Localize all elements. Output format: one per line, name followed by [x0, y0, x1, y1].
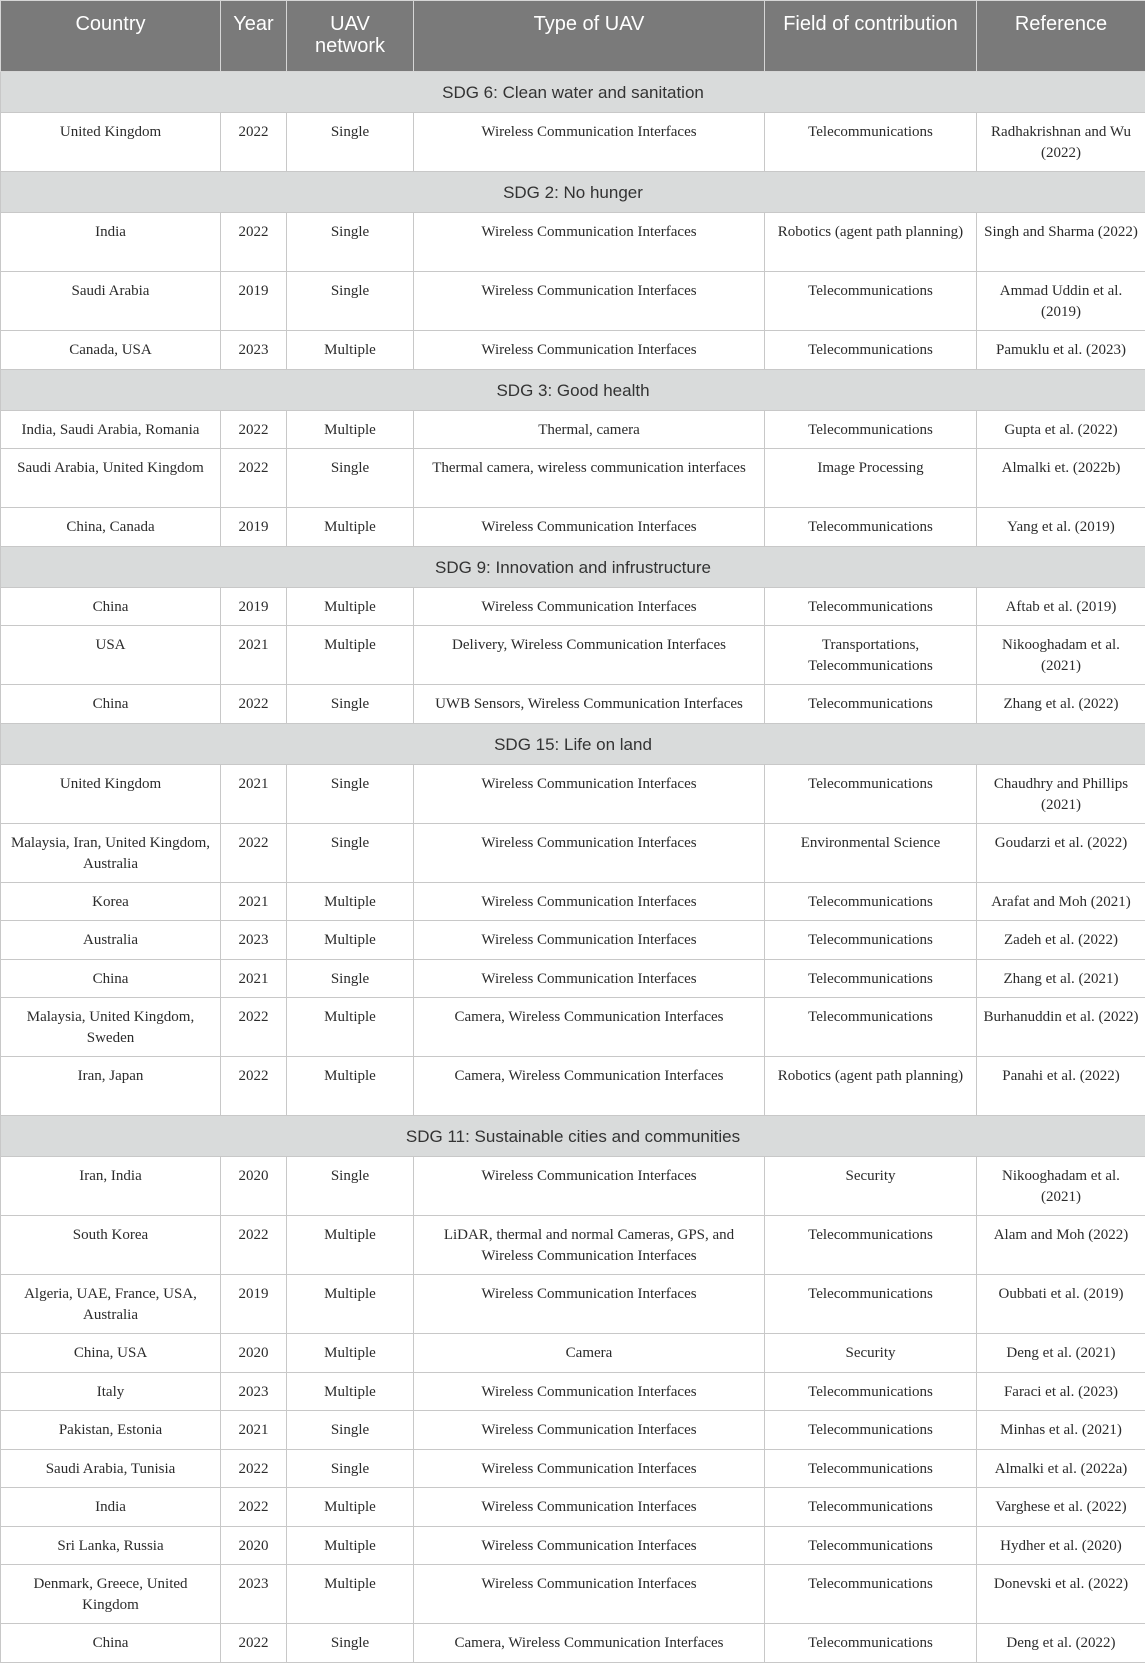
cell-type: Wireless Communication Interfaces [414, 587, 765, 626]
header-type-of-uav: Type of UAV [414, 1, 765, 72]
cell-reference: Almalki et al. (2022a) [977, 1449, 1145, 1488]
header-year: Year [221, 1, 287, 72]
cell-year: 2022 [221, 213, 287, 272]
table-row [1, 1488, 1145, 1527]
cell-network: Multiple [287, 998, 414, 1057]
cell-year: 2022 [221, 113, 287, 172]
cell-field: Telecommunications [765, 1624, 977, 1663]
cell-country: Denmark, Greece, United Kingdom [1, 1565, 221, 1624]
cell-type: Thermal camera, wireless communication interfaces [414, 449, 765, 508]
table-row [1, 1057, 1145, 1116]
cell-reference: Oubbati et al. (2019) [977, 1275, 1145, 1334]
cell-network: Multiple [287, 1526, 414, 1565]
cell-field: Security [765, 1334, 977, 1373]
cell-country: Saudi Arabia [1, 272, 221, 331]
cell-year: 2022 [221, 1057, 287, 1116]
cell-network: Multiple [287, 921, 414, 960]
cell-country: Malaysia, United Kingdom, Sweden [1, 998, 221, 1057]
cell-network: Single [287, 272, 414, 331]
cell-field: Environmental Science [765, 823, 977, 882]
table-row [1, 331, 1145, 370]
cell-reference: Zhang et al. (2022) [977, 685, 1145, 724]
cell-year: 2022 [221, 685, 287, 724]
cell-type: Wireless Communication Interfaces [414, 1372, 765, 1411]
table-row [1, 882, 1145, 921]
table-row [1, 449, 1145, 508]
cell-network: Multiple [287, 1275, 414, 1334]
cell-reference: Nikooghadam et al. (2021) [977, 1157, 1145, 1216]
table-row [1, 1624, 1145, 1663]
cell-year: 2020 [221, 1157, 287, 1216]
cell-network: Single [287, 764, 414, 823]
section-title: SDG 11: Sustainable cities and communities [1, 1116, 1145, 1157]
cell-network: Multiple [287, 410, 414, 449]
cell-year: 2019 [221, 508, 287, 547]
cell-field: Telecommunications [765, 998, 977, 1057]
cell-country: China, Canada [1, 508, 221, 547]
cell-type: Wireless Communication Interfaces [414, 823, 765, 882]
cell-year: 2021 [221, 1411, 287, 1450]
cell-country: United Kingdom [1, 764, 221, 823]
section-title: SDG 9: Innovation and infrustructure [1, 546, 1145, 587]
cell-network: Single [287, 213, 414, 272]
cell-country: Canada, USA [1, 331, 221, 370]
cell-type: Wireless Communication Interfaces [414, 272, 765, 331]
section-title: SDG 2: No hunger [1, 172, 1145, 213]
table-row [1, 1526, 1145, 1565]
cell-network: Multiple [287, 1372, 414, 1411]
cell-year: 2022 [221, 410, 287, 449]
cell-type: Wireless Communication Interfaces [414, 764, 765, 823]
cell-reference: Deng et al. (2021) [977, 1334, 1145, 1373]
cell-field: Telecommunications [765, 882, 977, 921]
cell-field: Telecommunications [765, 1275, 977, 1334]
cell-network: Multiple [287, 1216, 414, 1275]
cell-reference: Almalki et. (2022b) [977, 449, 1145, 508]
table-row [1, 998, 1145, 1057]
cell-network: Multiple [287, 1334, 414, 1373]
table-row [1, 213, 1145, 272]
cell-type: Wireless Communication Interfaces [414, 921, 765, 960]
cell-country: Iran, Japan [1, 1057, 221, 1116]
table-row [1, 1334, 1145, 1373]
cell-network: Single [287, 449, 414, 508]
cell-reference: Radhakrishnan and Wu (2022) [977, 113, 1145, 172]
cell-field: Telecommunications [765, 1216, 977, 1275]
cell-reference: Alam and Moh (2022) [977, 1216, 1145, 1275]
section-row [1, 369, 1145, 410]
cell-field: Telecommunications [765, 1526, 977, 1565]
table-row [1, 587, 1145, 626]
section-row [1, 172, 1145, 213]
cell-country: India [1, 213, 221, 272]
header-uav-network: UAV network [287, 1, 414, 72]
cell-reference: Ammad Uddin et al. (2019) [977, 272, 1145, 331]
cell-year: 2019 [221, 1275, 287, 1334]
cell-reference: Burhanuddin et al. (2022) [977, 998, 1145, 1057]
cell-field: Telecommunications [765, 272, 977, 331]
cell-network: Single [287, 959, 414, 998]
section-title: SDG 6: Clean water and sanitation [1, 72, 1145, 113]
table-row [1, 1449, 1145, 1488]
cell-country: South Korea [1, 1216, 221, 1275]
table-header [1, 1, 1145, 72]
cell-network: Multiple [287, 508, 414, 547]
cell-field: Telecommunications [765, 1565, 977, 1624]
cell-field: Telecommunications [765, 1372, 977, 1411]
cell-year: 2022 [221, 998, 287, 1057]
header-country: Country [1, 1, 221, 72]
cell-country: China [1, 685, 221, 724]
cell-country: Korea [1, 882, 221, 921]
cell-type: Camera [414, 1334, 765, 1373]
cell-field: Transportations, Telecommunications [765, 626, 977, 685]
table-row [1, 764, 1145, 823]
cell-field: Telecommunications [765, 685, 977, 724]
table-row [1, 508, 1145, 547]
cell-year: 2019 [221, 587, 287, 626]
cell-type: Wireless Communication Interfaces [414, 1526, 765, 1565]
cell-type: Camera, Wireless Communication Interfaces [414, 998, 765, 1057]
cell-year: 2021 [221, 959, 287, 998]
table-row [1, 921, 1145, 960]
cell-year: 2021 [221, 764, 287, 823]
cell-type: Wireless Communication Interfaces [414, 882, 765, 921]
cell-network: Single [287, 685, 414, 724]
table-row [1, 1565, 1145, 1624]
cell-reference: Goudarzi et al. (2022) [977, 823, 1145, 882]
cell-type: Wireless Communication Interfaces [414, 213, 765, 272]
section-title: SDG 15: Life on land [1, 723, 1145, 764]
cell-field: Telecommunications [765, 1411, 977, 1450]
cell-type: Wireless Communication Interfaces [414, 1488, 765, 1527]
cell-country: Malaysia, Iran, United Kingdom, Australia [1, 823, 221, 882]
cell-reference: Chaudhry and Phillips (2021) [977, 764, 1145, 823]
cell-year: 2020 [221, 1526, 287, 1565]
cell-network: Single [287, 113, 414, 172]
table-row [1, 1411, 1145, 1450]
table-row [1, 272, 1145, 331]
table-body [1, 72, 1145, 1663]
cell-year: 2019 [221, 272, 287, 331]
cell-type: Camera, Wireless Communication Interfaces [414, 1624, 765, 1663]
cell-field: Telecommunications [765, 587, 977, 626]
section-row [1, 723, 1145, 764]
cell-reference: Zadeh et al. (2022) [977, 921, 1145, 960]
cell-type: Wireless Communication Interfaces [414, 1157, 765, 1216]
cell-reference: Nikooghadam et al. (2021) [977, 626, 1145, 685]
cell-country: Sri Lanka, Russia [1, 1526, 221, 1565]
cell-field: Telecommunications [765, 921, 977, 960]
cell-type: Wireless Communication Interfaces [414, 331, 765, 370]
cell-type: Wireless Communication Interfaces [414, 959, 765, 998]
table-row [1, 1216, 1145, 1275]
cell-network: Multiple [287, 1565, 414, 1624]
cell-reference: Donevski et al. (2022) [977, 1565, 1145, 1624]
table-row [1, 410, 1145, 449]
section-row [1, 1116, 1145, 1157]
cell-country: India, Saudi Arabia, Romania [1, 410, 221, 449]
cell-type: Wireless Communication Interfaces [414, 508, 765, 547]
cell-field: Image Processing [765, 449, 977, 508]
cell-type: Wireless Communication Interfaces [414, 113, 765, 172]
cell-country: Algeria, UAE, France, USA, Australia [1, 1275, 221, 1334]
cell-country: Pakistan, Estonia [1, 1411, 221, 1450]
cell-network: Single [287, 1411, 414, 1450]
table-row [1, 113, 1145, 172]
cell-country: Australia [1, 921, 221, 960]
cell-type: Wireless Communication Interfaces [414, 1411, 765, 1450]
section-title: SDG 3: Good health [1, 369, 1145, 410]
cell-network: Single [287, 1449, 414, 1488]
cell-year: 2022 [221, 1624, 287, 1663]
cell-reference: Singh and Sharma (2022) [977, 213, 1145, 272]
cell-field: Telecommunications [765, 331, 977, 370]
cell-network: Single [287, 1624, 414, 1663]
table-row [1, 1372, 1145, 1411]
cell-field: Security [765, 1157, 977, 1216]
cell-field: Telecommunications [765, 508, 977, 547]
cell-year: 2020 [221, 1334, 287, 1373]
table-row [1, 626, 1145, 685]
header-reference: Reference [977, 1, 1145, 72]
cell-reference: Gupta et al. (2022) [977, 410, 1145, 449]
cell-country: United Kingdom [1, 113, 221, 172]
cell-year: 2023 [221, 1372, 287, 1411]
cell-reference: Minhas et al. (2021) [977, 1411, 1145, 1450]
header-row [1, 1, 1145, 72]
cell-type: Wireless Communication Interfaces [414, 1565, 765, 1624]
cell-network: Single [287, 1157, 414, 1216]
table-row [1, 959, 1145, 998]
section-row [1, 72, 1145, 113]
cell-network: Multiple [287, 626, 414, 685]
cell-reference: Aftab et al. (2019) [977, 587, 1145, 626]
cell-reference: Pamuklu et al. (2023) [977, 331, 1145, 370]
cell-network: Multiple [287, 1057, 414, 1116]
cell-field: Robotics (agent path planning) [765, 1057, 977, 1116]
cell-reference: Hydher et al. (2020) [977, 1526, 1145, 1565]
cell-type: Delivery, Wireless Communication Interfaces [414, 626, 765, 685]
cell-network: Multiple [287, 587, 414, 626]
cell-year: 2021 [221, 882, 287, 921]
cell-reference: Varghese et al. (2022) [977, 1488, 1145, 1527]
cell-country: Iran, India [1, 1157, 221, 1216]
cell-reference: Deng et al. (2022) [977, 1624, 1145, 1663]
cell-network: Multiple [287, 331, 414, 370]
cell-year: 2023 [221, 331, 287, 370]
cell-network: Single [287, 823, 414, 882]
cell-country: China, USA [1, 1334, 221, 1373]
cell-type: UWB Sensors, Wireless Communication Interfaces [414, 685, 765, 724]
cell-year: 2022 [221, 1216, 287, 1275]
cell-country: Saudi Arabia, Tunisia [1, 1449, 221, 1488]
cell-reference: Faraci et al. (2023) [977, 1372, 1145, 1411]
cell-country: China [1, 1624, 221, 1663]
cell-field: Telecommunications [765, 1488, 977, 1527]
table-row [1, 1275, 1145, 1334]
cell-year: 2023 [221, 921, 287, 960]
table-row [1, 823, 1145, 882]
cell-network: Multiple [287, 1488, 414, 1527]
cell-reference: Yang et al. (2019) [977, 508, 1145, 547]
cell-country: India [1, 1488, 221, 1527]
table-row [1, 1157, 1145, 1216]
cell-field: Telecommunications [765, 113, 977, 172]
table-row [1, 685, 1145, 724]
cell-country: Saudi Arabia, United Kingdom [1, 449, 221, 508]
cell-type: Camera, Wireless Communication Interfaces [414, 1057, 765, 1116]
cell-year: 2023 [221, 1565, 287, 1624]
cell-type: Wireless Communication Interfaces [414, 1275, 765, 1334]
cell-year: 2021 [221, 626, 287, 685]
cell-field: Telecommunications [765, 1449, 977, 1488]
cell-country: China [1, 959, 221, 998]
cell-field: Robotics (agent path planning) [765, 213, 977, 272]
cell-field: Telecommunications [765, 764, 977, 823]
cell-type: Wireless Communication Interfaces [414, 1449, 765, 1488]
cell-country: USA [1, 626, 221, 685]
section-row [1, 546, 1145, 587]
cell-type: LiDAR, thermal and normal Cameras, GPS, and Wireless Communication Interfaces [414, 1216, 765, 1275]
cell-country: China [1, 587, 221, 626]
header-field-of-contribution: Field of contribution [765, 1, 977, 72]
cell-year: 2022 [221, 449, 287, 508]
cell-country: Italy [1, 1372, 221, 1411]
cell-type: Thermal, camera [414, 410, 765, 449]
cell-reference: Arafat and Moh (2021) [977, 882, 1145, 921]
cell-year: 2022 [221, 1488, 287, 1527]
cell-field: Telecommunications [765, 959, 977, 998]
cell-reference: Panahi et al. (2022) [977, 1057, 1145, 1116]
cell-network: Multiple [287, 882, 414, 921]
cell-reference: Zhang et al. (2021) [977, 959, 1145, 998]
cell-year: 2022 [221, 823, 287, 882]
cell-field: Telecommunications [765, 410, 977, 449]
cell-year: 2022 [221, 1449, 287, 1488]
